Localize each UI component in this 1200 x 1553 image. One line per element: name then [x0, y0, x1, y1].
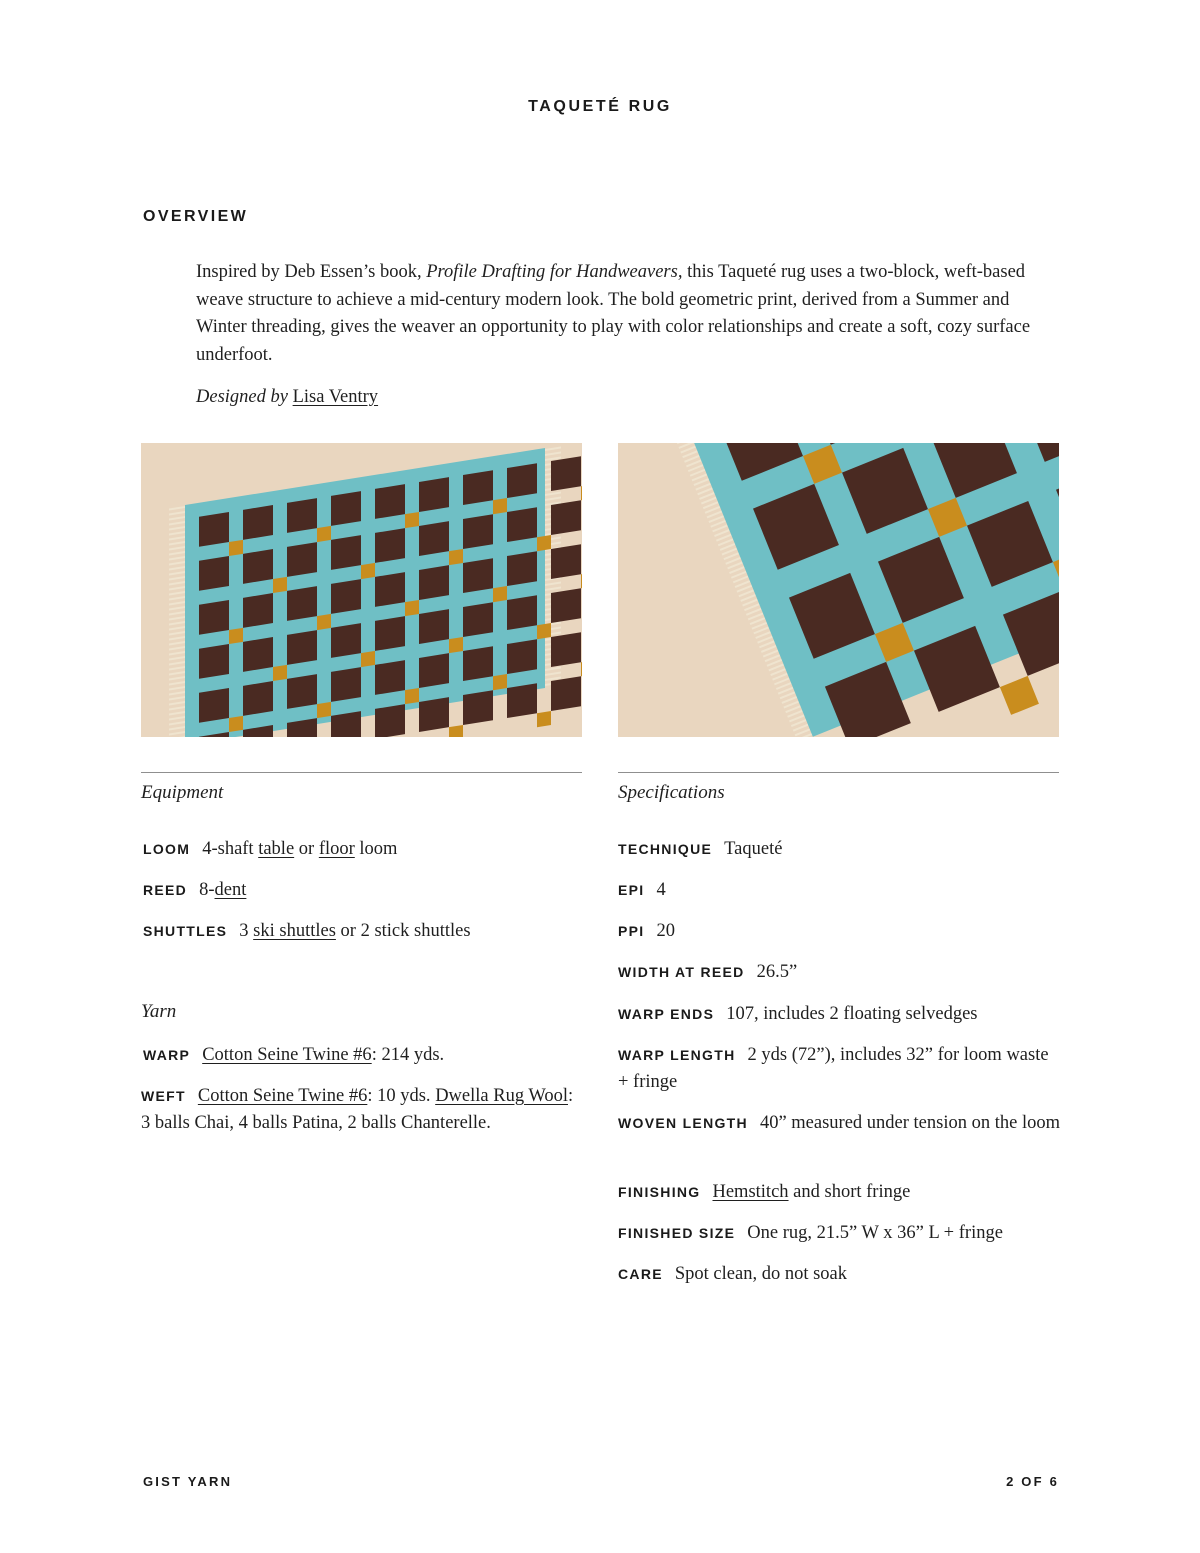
designed-by-label: Designed by — [196, 387, 288, 407]
equipment-title: Equipment — [141, 782, 224, 803]
ski-shuttles-link[interactable]: ski shuttles — [253, 921, 336, 941]
loom-label: LOOM — [143, 841, 191, 857]
spec-value: and short fringe — [788, 1182, 911, 1202]
spec-label: WOVEN LENGTH — [618, 1115, 748, 1131]
floor-loom-link[interactable]: floor — [318, 839, 355, 859]
reed-row — [143, 877, 246, 904]
spec-label: TECHNIQUE — [618, 841, 713, 857]
weft-label: WEFT — [141, 1088, 186, 1104]
spec-value: 40” measured under tension on the loom — [759, 1113, 1060, 1133]
specifications-title: Specifications — [618, 782, 725, 803]
warp-yarn-link[interactable]: Cotton Seine Twine #6 — [202, 1045, 372, 1065]
spec-warp-length — [618, 1042, 1063, 1096]
shuttles-text: 3 — [239, 921, 254, 941]
designer-link[interactable]: Lisa Ventry — [292, 387, 379, 407]
overview-paragraph — [196, 259, 1036, 369]
spec-epi — [618, 877, 1063, 904]
spec-value: 107, includes 2 floating selvedges — [726, 1004, 978, 1024]
spec-label: WIDTH AT REED — [618, 964, 745, 980]
weft-yarn-row — [141, 1083, 586, 1137]
shuttles-label: SHUTTLES — [143, 923, 228, 939]
spec-value: Spot clean, do not soak — [674, 1264, 848, 1284]
spec-value: Taqueté — [724, 839, 783, 859]
loom-suffix-text: loom — [354, 839, 398, 859]
spec-ppi — [618, 918, 1063, 945]
spec-label: WARP ENDS — [618, 1006, 715, 1022]
weft-yarn-link[interactable]: Cotton Seine Twine #6 — [197, 1086, 368, 1106]
weft-yarn-amount: : 10 yds. — [367, 1086, 436, 1106]
spec-finishing — [618, 1179, 1063, 1206]
spec-technique — [618, 836, 1063, 863]
equipment-divider — [141, 772, 582, 773]
loom-text: 4-shaft — [202, 839, 259, 859]
body-text: this Taqueté rug uses a two-block, weft-based weave structure to achieve a mid-century modern look. The bold geometric print, derived from a Summer and Winter threading, gives the weaver an opportunity to play with color relationships and create a soft, cozy surface underfoot. — [196, 262, 1031, 365]
rug-photo-flat — [141, 443, 582, 737]
loom-row — [143, 836, 397, 863]
intro-text: Inspired by Deb Essen’s book, — [196, 262, 427, 282]
spec-label: CARE — [618, 1266, 663, 1282]
specifications-divider — [618, 772, 1059, 773]
weft-yarn-details: : 3 balls Chai, 4 balls Patina, 2 balls Chanterelle. — [141, 1086, 574, 1133]
dent-link[interactable]: dent — [214, 880, 247, 900]
reed-label: REED — [143, 882, 188, 898]
yarn-title: Yarn — [141, 1001, 177, 1022]
spec-label: WARP LENGTH — [618, 1047, 736, 1063]
reed-text: 8- — [199, 880, 215, 900]
rug-photo-closeup — [618, 443, 1059, 737]
book-title: Profile Drafting for Handweavers, — [426, 262, 683, 282]
table-loom-link[interactable]: table — [258, 839, 295, 859]
warp-label: WARP — [143, 1047, 191, 1063]
hemstitch-link[interactable]: Hemstitch — [712, 1182, 789, 1202]
spec-value: 2 yds (72”), includes 32” for loom waste + fringe — [618, 1045, 1049, 1092]
spec-label: PPI — [618, 923, 645, 939]
overview-heading: OVERVIEW — [143, 208, 249, 225]
footer-page-number: 2 OF 6 — [1006, 1474, 1059, 1489]
footer-brand: GIST YARN — [143, 1474, 233, 1489]
shuttles-suffix-text: or 2 stick shuttles — [335, 921, 471, 941]
spec-woven-length — [618, 1110, 1063, 1137]
warp-yarn-row — [143, 1042, 444, 1069]
spec-value: One rug, 21.5” W x 36” L + fringe — [747, 1223, 1003, 1243]
spec-label: EPI — [618, 882, 645, 898]
warp-yarn-amount: : 214 yds. — [371, 1045, 445, 1065]
spec-value: 20 — [656, 921, 675, 941]
spec-value: 26.5” — [756, 962, 798, 982]
spec-label: FINISHED SIZE — [618, 1225, 736, 1241]
spec-value: 4 — [656, 880, 666, 900]
spec-warp-ends — [618, 1001, 1063, 1028]
spec-width-at-reed — [618, 959, 1063, 986]
spec-label: FINISHING — [618, 1184, 701, 1200]
rug-wool-link[interactable]: Dwella Rug Wool — [435, 1086, 568, 1106]
shuttles-row — [143, 918, 471, 945]
document-title: TAQUETÉ RUG — [528, 98, 672, 115]
designer-credit — [196, 384, 1036, 412]
loom-or-text: or — [294, 839, 319, 859]
spec-finished-size — [618, 1220, 1063, 1247]
overview-description — [196, 259, 1036, 412]
spec-care — [618, 1261, 1063, 1288]
